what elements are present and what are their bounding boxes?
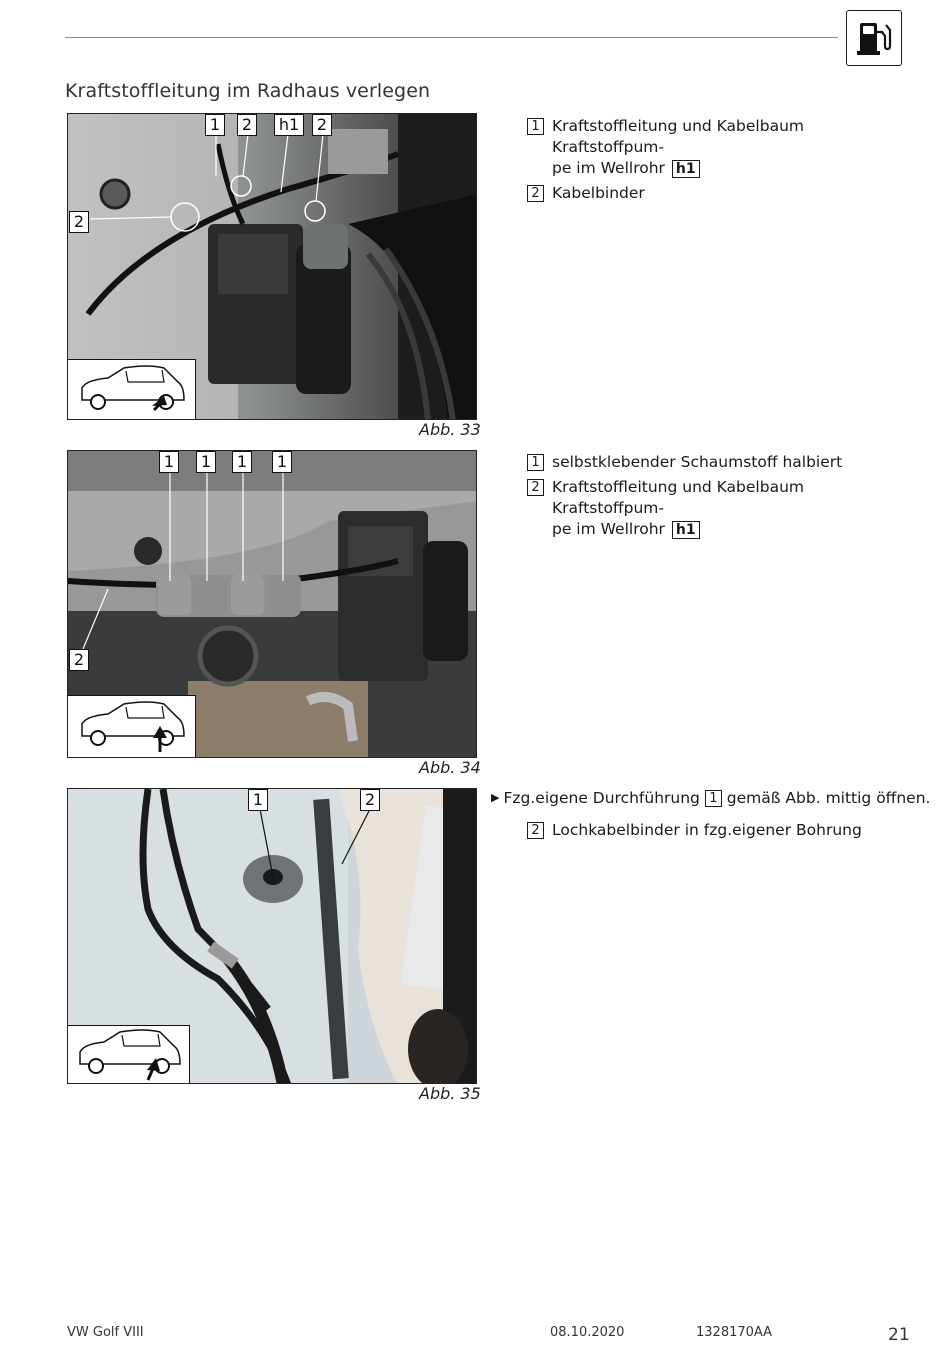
callout-2: 2 [312,114,332,136]
legend-text: selbstklebender Schaumstoff halbiert [552,453,843,471]
callout-1: 1 [205,114,225,136]
footer-doc-number: 1328170AA [696,1325,773,1340]
legend-figure-34 [527,452,907,544]
figure-caption: Abb. 34 [419,758,481,777]
callout-1: 1 [232,451,252,473]
legend-figure-35 [527,820,907,845]
legend-number: 2 [527,479,544,496]
instruction-text-cont: gemäß Abb. mittig öffnen. [726,789,931,807]
figure-caption: Abb. 35 [419,1084,481,1103]
instruction-text: Fzg.eigene Durchführung [503,789,700,807]
callout-1: 1 [248,789,268,811]
legend-item [527,183,907,204]
legend-item [527,452,907,473]
legend-text-cont: pe im Wellrohr [552,159,665,177]
legend-item [527,820,907,841]
figure-35 [67,788,477,1084]
legend-number: 1 [527,454,544,471]
reference-h1: h1 [672,160,700,178]
car-wheelhouse-front-icon [68,359,196,419]
reference-h1: h1 [672,521,700,539]
figure-34 [67,450,477,758]
legend-number: 1 [527,118,544,135]
figure-caption: Abb. 33 [419,420,481,439]
legend-number: 1 [705,790,722,807]
callout-h1: h1 [274,114,304,136]
header-rule [65,37,838,38]
legend-text: Kabelbinder [552,184,645,202]
footer-model: VW Golf VIII [67,1325,144,1340]
instruction-step [491,787,930,809]
car-wheelhouse-rear-icon [68,1025,190,1083]
legend-text: Lochkabelbinder in fzg.eigener Bohrung [552,821,862,839]
legend-number: 2 [527,822,544,839]
legend-number: 2 [527,185,544,202]
footer-date: 08.10.2020 [550,1325,625,1340]
callout-1: 1 [196,451,216,473]
page-number: 21 [888,1325,910,1345]
figure-33 [67,113,477,420]
legend-item [527,477,907,540]
callout-2: 2 [69,211,89,233]
legend-text: Kraftstoffleitung und Kabelbaum Kraftstoffpum- [552,117,804,156]
callout-2: 2 [69,649,89,671]
callout-2: 2 [237,114,257,136]
callout-2: 2 [360,789,380,811]
step-arrow-icon: ▶ [491,791,500,804]
fuel-pump-icon [846,10,902,66]
legend-text-cont: pe im Wellrohr [552,520,665,538]
legend-figure-33 [527,116,907,208]
callout-1: 1 [159,451,179,473]
legend-text: Kraftstoffleitung und Kabelbaum Kraftstoffpum- [552,478,804,517]
section-title: Kraftstoffleitung im Radhaus verlegen [65,80,431,102]
callout-1: 1 [272,451,292,473]
legend-item [527,116,907,179]
car-underbody-icon [68,695,196,757]
